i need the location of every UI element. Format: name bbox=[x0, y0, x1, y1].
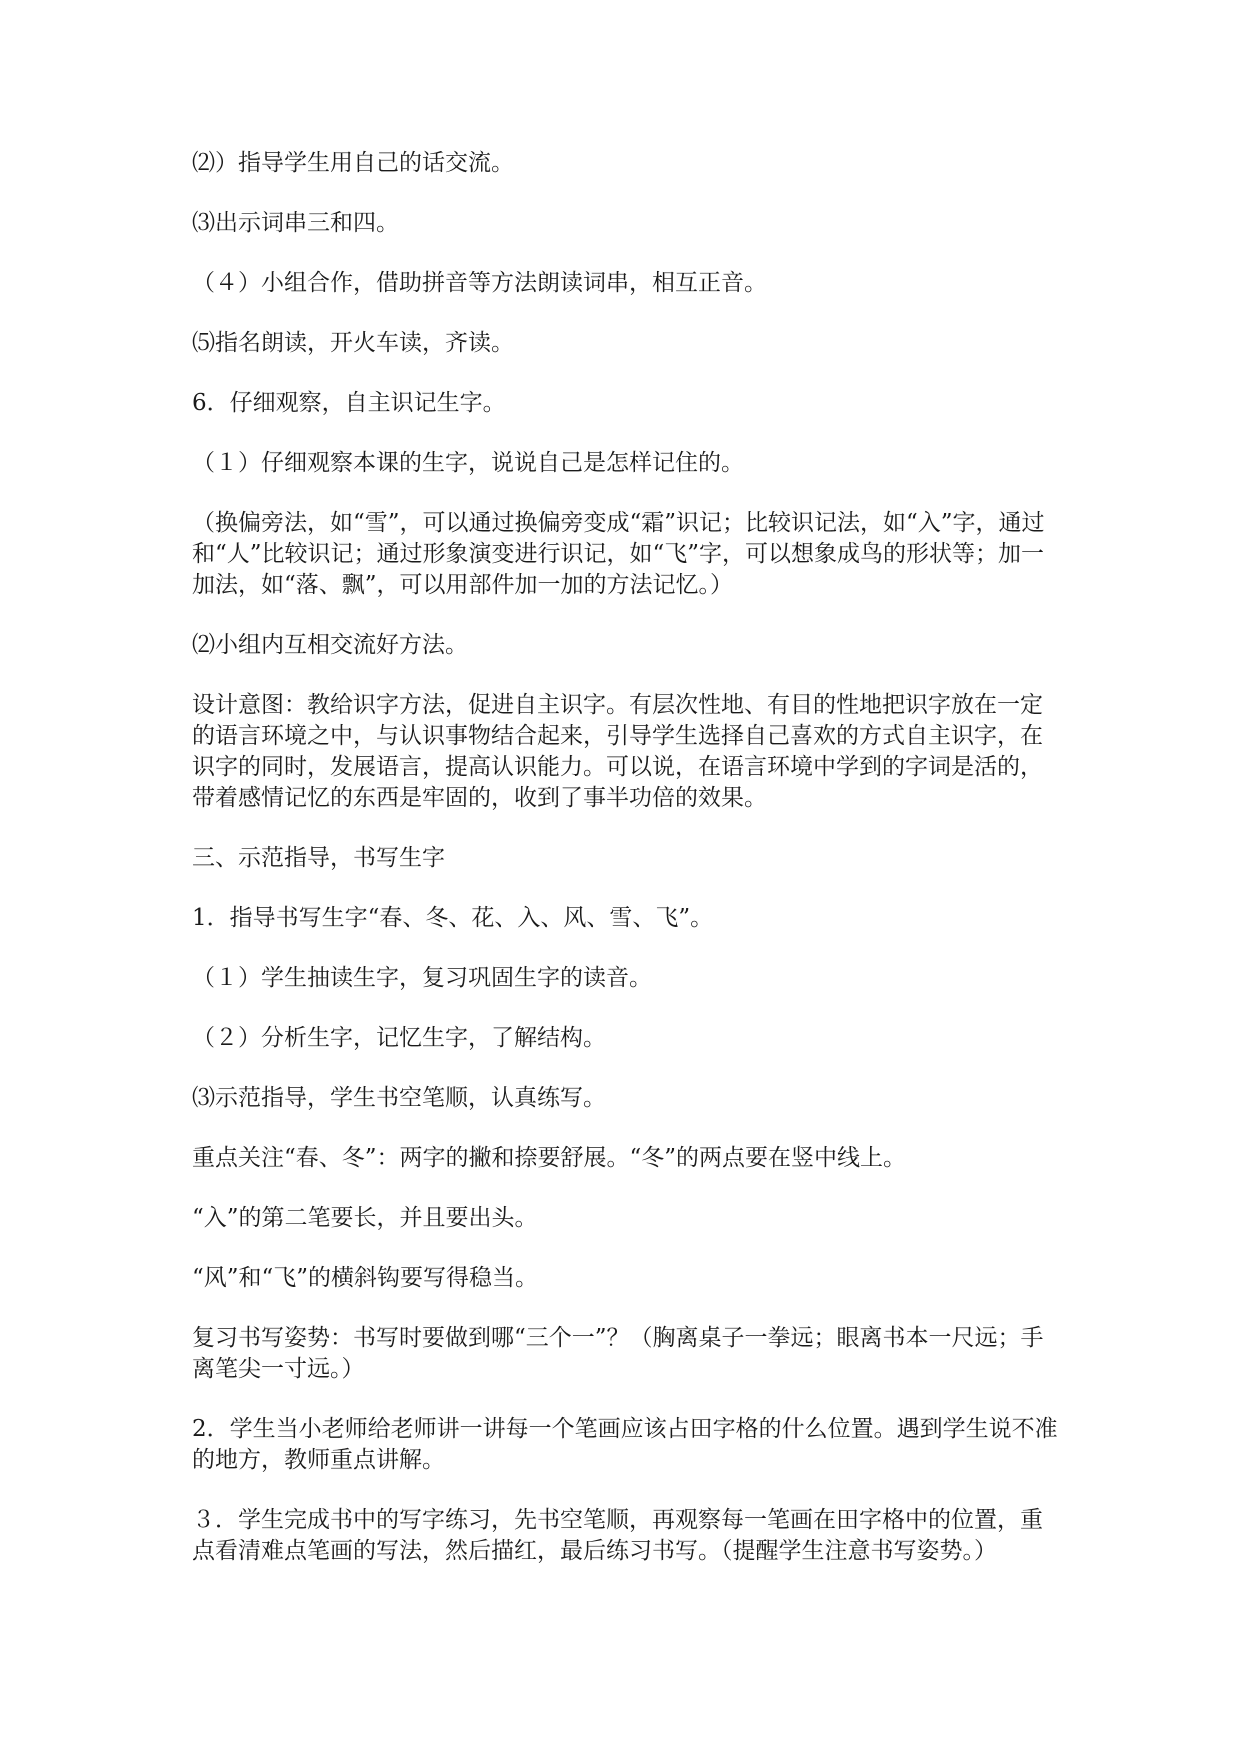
paragraph: ⑵）指导学生用自己的话交流。 bbox=[192, 150, 514, 176]
paragraph: （４）小组合作，借助拼音等方法朗读词串，相互正音。 bbox=[192, 270, 767, 296]
paragraph: （１）学生抽读生字，复习巩固生字的读音。 bbox=[192, 965, 652, 991]
paragraph: ⑶示范指导，学生书空笔顺，认真练写。 bbox=[192, 1085, 606, 1111]
paragraph: （换偏旁法，如“雪”，可以通过换偏旁变成“霜”识记；比较识记法，如“入”字，通过和“人”比较识记；通过形象演变进行识记，如“飞”字，可以想象成鸟的形状等；加一加法，如“落、飘”，可以用部件加一加的方法记忆。） bbox=[192, 510, 1045, 598]
paragraph: “入”的第二笔要长，并且要出头。 bbox=[192, 1205, 538, 1231]
paragraph: ⑸指名朗读，开火车读，齐读。 bbox=[192, 330, 514, 356]
document-body bbox=[192, 148, 1062, 1596]
paragraph: ３．学生完成书中的写字练习，先书空笔顺，再观察每一笔画在田字格中的位置，重点看清难点笔画的写法，然后描红，最后练习书写。（提醒学生注意书写姿势。） bbox=[192, 1507, 1043, 1564]
paragraph: 重点关注“春、冬”：两字的撇和捺要舒展。“冬”的两点要在竖中线上。 bbox=[192, 1145, 907, 1171]
paragraph: ⑵小组内互相交流好方法。 bbox=[192, 632, 468, 658]
section-heading: 三、示范指导，书写生字 bbox=[192, 845, 445, 871]
paragraph: （１）仔细观察本课的生字，说说自己是怎样记住的。 bbox=[192, 450, 744, 476]
paragraph: ⑶出示词串三和四。 bbox=[192, 210, 399, 236]
paragraph: 1．指导书写生字“春、冬、花、入、风、雪、飞”。 bbox=[192, 905, 714, 931]
paragraph: 复习书写姿势：书写时要做到哪“三个一”？（胸离桌子一拳远；眼离书本一尺远；手离笔尖一寸远。） bbox=[192, 1325, 1044, 1382]
paragraph: “风”和“飞”的横斜钩要写得稳当。 bbox=[192, 1265, 539, 1291]
paragraph: 2．学生当小老师给老师讲一讲每一个笔画应该占田字格的什么位置。遇到学生说不准的地方，教师重点讲解。 bbox=[192, 1416, 1058, 1473]
section-heading: 6．仔细观察，自主识记生字。 bbox=[192, 390, 506, 416]
design-intent-paragraph: 设计意图：教给识字方法，促进自主识字。有层次性地、有目的性地把识字放在一定的语言环境之中，与认识事物结合起来，引导学生选择自己喜欢的方式自主识字，在识字的同时，发展语言，提高认识能力。可以说，在语言环境中学到的字词是活的，带着感情记忆的东西是牢固的，收到了事半功倍的效果。 bbox=[192, 692, 1043, 811]
paragraph: （２）分析生字，记忆生字，了解结构。 bbox=[192, 1025, 606, 1051]
